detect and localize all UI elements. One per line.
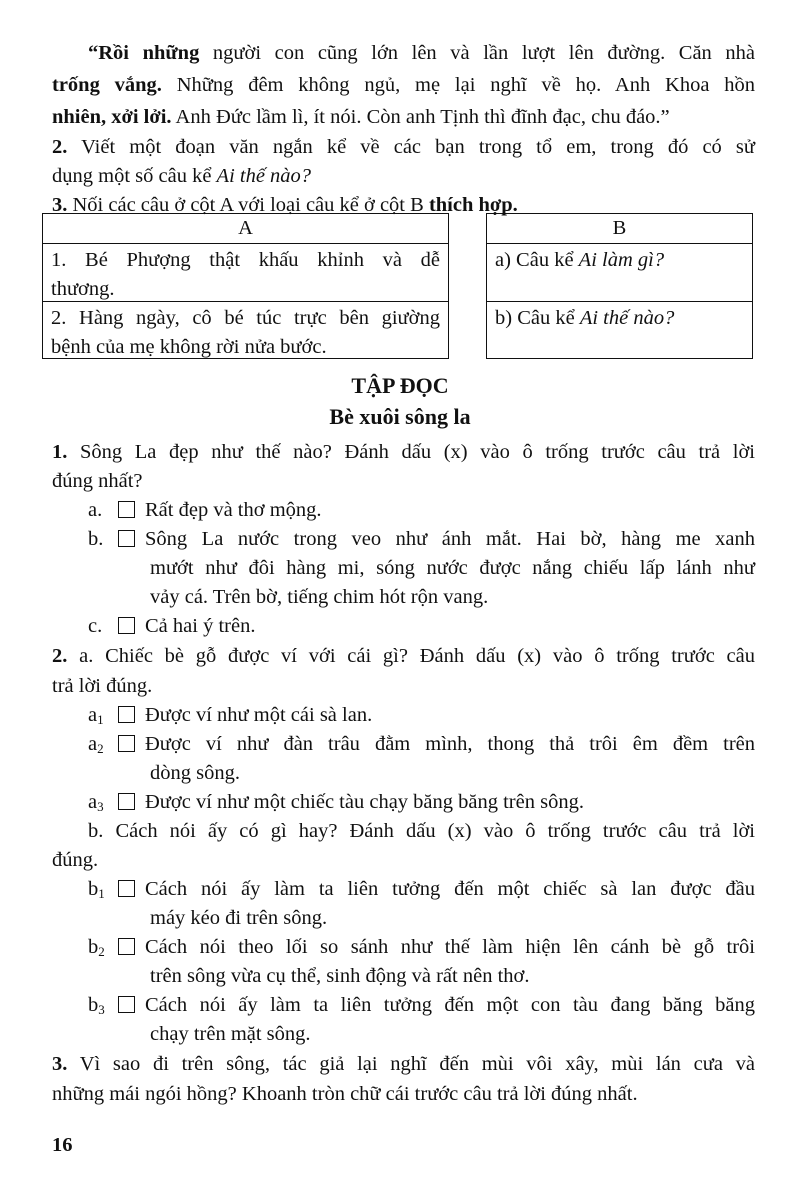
label: b (88, 994, 99, 1016)
bold-text: “Rồi những (88, 42, 200, 64)
exercise-number: 3. (52, 194, 68, 216)
question-2b-line-2: đúng. (52, 849, 99, 871)
option-text: Cả hai ý trên. (145, 615, 256, 637)
subscript: 1 (98, 886, 105, 901)
row-line: bệnh của mẹ không rời nửa bước. (51, 336, 327, 358)
option-c[interactable] (118, 613, 755, 639)
table-row (487, 301, 752, 358)
checkbox-icon[interactable] (118, 735, 135, 752)
checkbox-icon[interactable] (118, 617, 135, 634)
quote-line-2 (52, 72, 755, 98)
question-2-line-1 (52, 643, 755, 669)
column-b-table (486, 213, 753, 359)
option-a[interactable] (118, 497, 755, 523)
option-continuation: máy kéo đi trên sông. (150, 907, 328, 929)
label: a (88, 733, 98, 755)
italic-text: Ai thế nào? (579, 307, 675, 329)
option-label (88, 702, 104, 733)
option-text: Cách nói ấy làm ta liên tưởng đến một con tàu đang băng băng (145, 994, 755, 1016)
option-continuation: dòng sông. (150, 762, 240, 784)
question-3-line-1 (52, 1051, 755, 1077)
exercise-number: 2. (52, 136, 68, 158)
row-line: 2. Hàng ngày, cô bé túc trực bên giường (51, 307, 440, 329)
row-line: thương. (51, 278, 115, 300)
quote-line-1 (88, 40, 755, 66)
option-a2[interactable] (118, 731, 755, 757)
option-label: a. (88, 499, 103, 521)
column-a-header: A (238, 217, 253, 239)
question-1-line-2: đúng nhất? (52, 470, 143, 492)
checkbox-icon[interactable] (118, 501, 135, 518)
option-b1[interactable] (118, 876, 755, 902)
subscript: 2 (97, 741, 104, 756)
quote-line-3 (52, 104, 755, 130)
question-2b-line-1: b. Cách nói ấy có gì hay? Đánh dấu (x) vào ô trống trước câu trả lời (88, 820, 755, 842)
option-b2[interactable] (118, 934, 755, 960)
text: người con cũng lớn lên và lần lượt lên đường. Căn nhà (199, 42, 755, 64)
label: a (88, 791, 98, 813)
subscript: 3 (97, 799, 104, 814)
row-text: a) Câu kể (495, 249, 579, 271)
question-2-line-2: trả lời đúng. (52, 675, 153, 697)
subscript: 2 (98, 944, 105, 959)
row-text: b) Câu kể (495, 307, 580, 329)
bold-text: trống vắng. (52, 74, 162, 96)
checkbox-icon[interactable] (118, 996, 135, 1013)
option-continuation: trên sông vừa cụ thể, sinh động và rất nên thơ. (150, 965, 530, 987)
label: b (88, 936, 99, 958)
option-a3[interactable] (118, 789, 755, 815)
exercise-2-line-2 (52, 163, 755, 189)
checkbox-icon[interactable] (118, 880, 135, 897)
option-text: Rất đẹp và thơ mộng. (145, 499, 322, 521)
option-label (88, 876, 105, 907)
subscript: 3 (98, 1002, 105, 1017)
column-b-header: B (612, 217, 627, 239)
text: a. Chiếc bè gỗ được ví với cái gì? Đánh dấu (x) vào ô trống trước câu (67, 645, 755, 667)
text: Những đêm không ngủ, mẹ lại nghĩ về họ. Anh Khoa hồn (161, 74, 755, 96)
subscript: 1 (97, 712, 104, 727)
option-label (88, 789, 104, 820)
label: b (88, 878, 99, 900)
option-text: Cách nói ấy làm ta liên tưởng đến một chiếc sà lan được đầu (145, 878, 755, 900)
option-text: Sông La nước trong veo như ánh mắt. Hai bờ, hàng me xanh (145, 528, 755, 550)
exercise-2-line-1 (52, 134, 755, 160)
question-number: 1. (52, 441, 68, 463)
option-label (88, 731, 104, 762)
question-3-line-2: những mái ngói hồng? Khoanh tròn chữ cái trước câu trả lời đúng nhất. (52, 1083, 638, 1105)
checkbox-icon[interactable] (118, 706, 135, 723)
checkbox-icon[interactable] (118, 938, 135, 955)
option-label: c. (88, 615, 103, 637)
checkbox-icon[interactable] (118, 530, 135, 547)
question-number: 3. (52, 1053, 68, 1075)
column-a-table (42, 213, 449, 359)
text: dụng một số câu kể (52, 165, 217, 187)
option-continuation: mướt như đôi hàng mi, sóng nước được nắng chiếu lấp lánh như (150, 557, 755, 579)
section-heading: TẬP ĐỌC (351, 373, 449, 398)
option-label (88, 934, 105, 965)
text: Sông La đẹp như thế nào? Đánh dấu (x) vào ô trống trước câu trả lời (67, 441, 755, 463)
table-row (43, 243, 448, 301)
italic-text: Ai thế nào? (216, 165, 312, 187)
option-continuation: vảy cá. Trên bờ, tiếng chim hót rộn vang. (150, 586, 489, 608)
label: a (88, 704, 98, 726)
text: Nối các câu ở cột A với loại câu kể ở cột B (67, 194, 429, 216)
table-row (487, 243, 752, 301)
question-1-line-1 (52, 439, 755, 465)
option-b3[interactable] (118, 992, 755, 1018)
checkbox-icon[interactable] (118, 793, 135, 810)
table-row (43, 301, 448, 358)
option-b[interactable] (118, 526, 755, 552)
option-text: Được ví như một cái sà lan. (145, 704, 373, 726)
lesson-title: Bè xuôi sông la (329, 404, 471, 429)
row-line: 1. Bé Phượng thật khấu khỉnh và dễ (51, 249, 440, 271)
text: Anh Đức lầm lì, ít nói. Còn anh Tịnh thì đĩnh đạc, chu đáo.” (171, 106, 670, 128)
bold-text: nhiên, xởi lởi. (52, 106, 172, 128)
page-number: 16 (52, 1134, 73, 1156)
italic-text: Ai làm gì? (578, 249, 665, 271)
bold-text: thích hợp. (428, 194, 518, 216)
option-text: Được ví như đàn trâu đằm mình, thong thả trôi êm đềm trên (145, 733, 755, 755)
option-text: Được ví như một chiếc tàu chạy băng băng trên sông. (145, 791, 584, 813)
text: Viết một đoạn văn ngắn kể về các bạn trong tổ em, trong đó có sử (67, 136, 755, 158)
option-a1[interactable] (118, 702, 755, 728)
option-text: Cách nói theo lối so sánh như thế làm hiện lên cánh bè gỗ trôi (145, 936, 755, 958)
option-label (88, 992, 105, 1023)
text: Vì sao đi trên sông, tác giả lại nghĩ đến mùi vôi xây, mùi lán cưa và (67, 1053, 755, 1075)
question-number: 2. (52, 645, 68, 667)
option-label: b. (88, 528, 104, 550)
option-continuation: chạy trên mặt sông. (150, 1023, 311, 1045)
